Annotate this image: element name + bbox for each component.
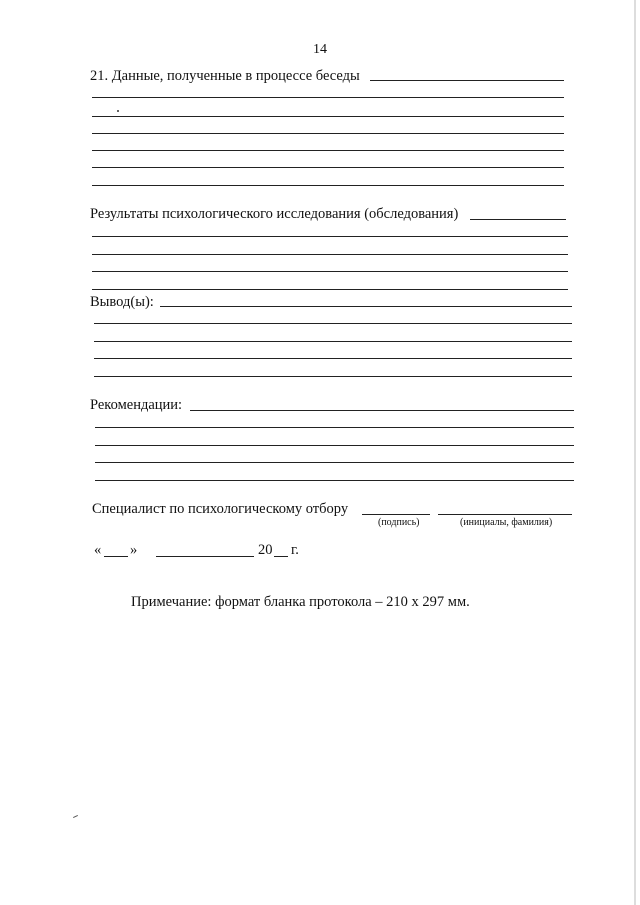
results-line-2[interactable]: [92, 254, 568, 255]
page-edge-shadow: [634, 0, 636, 905]
recommendations-line-3[interactable]: [95, 462, 574, 463]
date-open-quote: «: [94, 542, 102, 558]
results-line-3[interactable]: [92, 271, 568, 272]
date-day-field[interactable]: [104, 556, 128, 557]
scan-mark: [73, 815, 78, 818]
conclusion-label: Вывод(ы):: [90, 294, 154, 310]
conclusion-line-1[interactable]: [94, 323, 572, 324]
recommendations-line-4[interactable]: [95, 480, 574, 481]
format-note: Примечание: формат бланка протокола – 210 х 297 мм.: [131, 594, 470, 610]
date-month-field[interactable]: [156, 556, 254, 557]
conclusion-line-4[interactable]: [94, 376, 572, 377]
conclusion-line-2[interactable]: [94, 341, 572, 342]
results-label: Результаты психологического исследования (обследования): [90, 206, 459, 222]
date-year-prefix: 20: [258, 542, 273, 558]
section-21-line-1[interactable]: [92, 97, 564, 98]
date-close-quote: »: [130, 542, 138, 558]
recommendations-inline-field[interactable]: [190, 410, 574, 411]
section-21-line-5[interactable]: [92, 167, 564, 168]
section-21-inline-field[interactable]: [370, 80, 564, 81]
conclusion-line-3[interactable]: [94, 358, 572, 359]
scan-speck: [117, 110, 119, 112]
section-21-line-6[interactable]: [92, 185, 564, 186]
section-21-line-4[interactable]: [92, 150, 564, 151]
section-21-line-3[interactable]: [92, 133, 564, 134]
name-field[interactable]: [438, 514, 572, 515]
results-inline-field[interactable]: [470, 219, 566, 220]
recommendations-line-2[interactable]: [95, 445, 574, 446]
specialist-label: Специалист по психологическому отбору: [92, 501, 349, 517]
results-line-1[interactable]: [92, 236, 568, 237]
date-year-field[interactable]: [274, 556, 288, 557]
conclusion-inline-field[interactable]: [160, 306, 572, 307]
recommendations-line-1[interactable]: [95, 427, 574, 428]
page-number: 14: [313, 42, 327, 57]
signature-field[interactable]: [362, 514, 430, 515]
date-year-suffix: г.: [291, 542, 299, 558]
signature-caption: (подпись): [378, 517, 420, 528]
section-21-label: 21. Данные, полученные в процессе беседы: [90, 68, 360, 84]
results-line-4[interactable]: [92, 289, 568, 290]
name-caption: (инициалы, фамилия): [460, 517, 553, 528]
recommendations-label: Рекомендации:: [90, 397, 183, 413]
section-21-line-2[interactable]: [92, 116, 564, 117]
